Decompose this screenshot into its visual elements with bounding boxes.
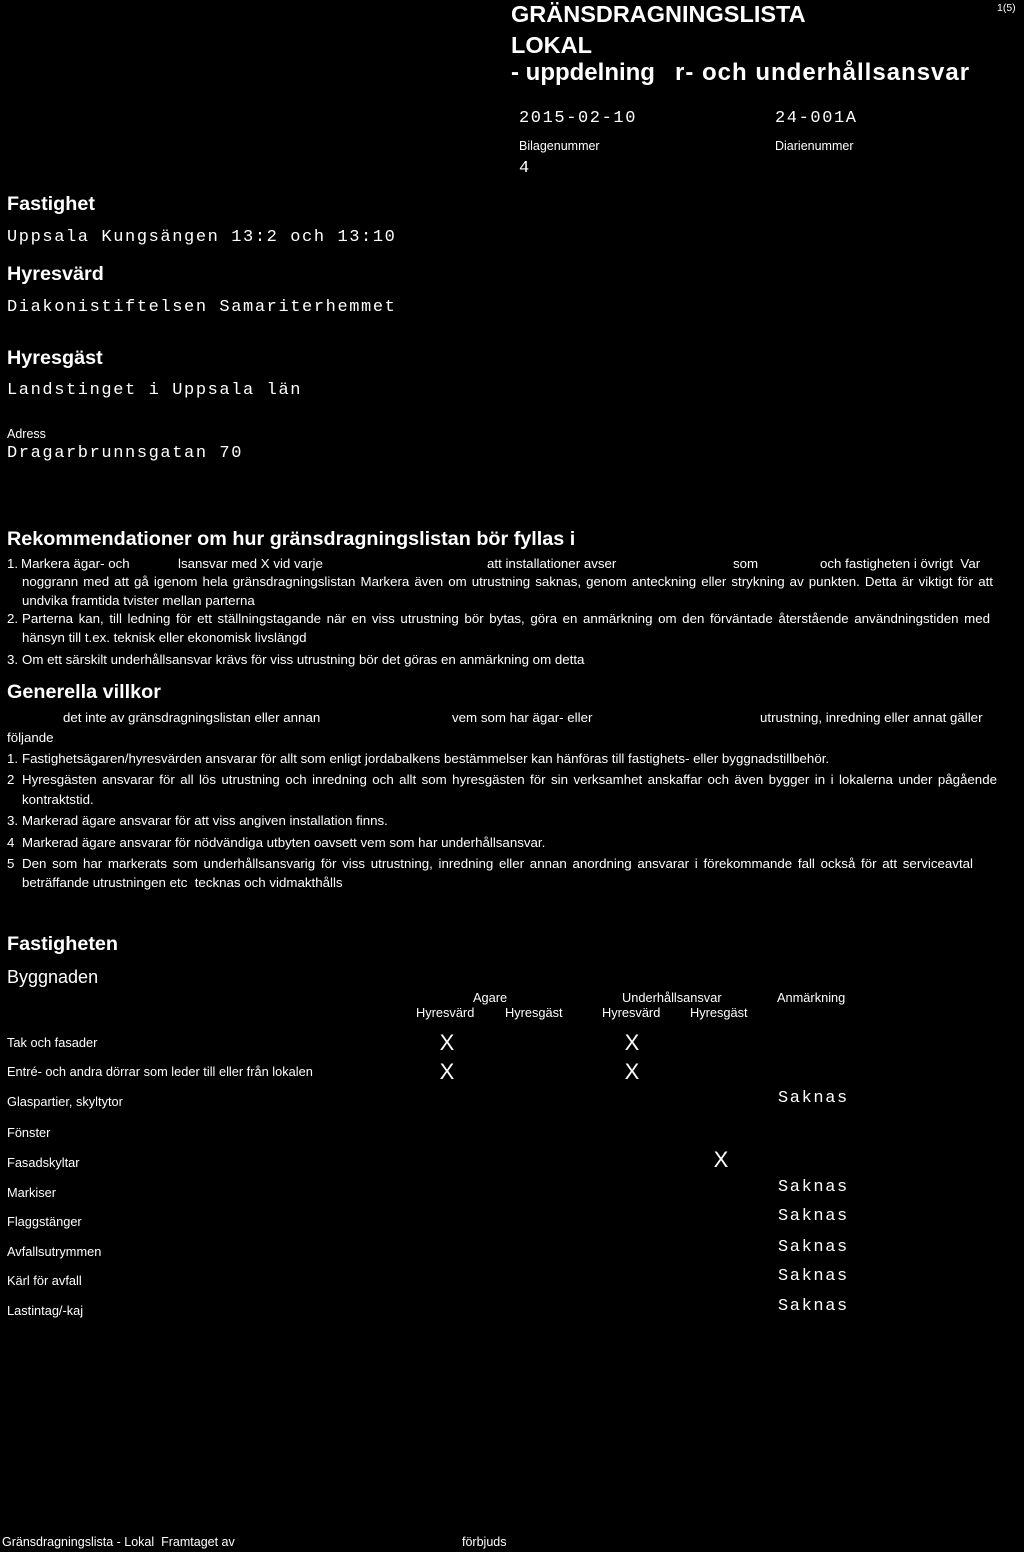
general-terms-intro-continuation: följande — [7, 730, 54, 745]
row-item-label: Fasadskyltar — [7, 1155, 80, 1170]
general-term-line: Hyresgästen ansvarar för all lös utrustning och inredning och allt som hyresgästen för sin verksamhet anskaffar och även bygger in i lokalerna under pågående — [22, 772, 997, 787]
address-label: Adress — [7, 427, 46, 441]
general-term-line: beträffande utrustningen etc tecknas och vidmakthålls — [22, 875, 343, 890]
recommendation-line: noggrann med att gå igenom hela gränsdragningslistan Markera även om utrustning saknas, genom anteckning eller strykning av punkten. Detta är viktigt för att — [22, 574, 993, 589]
row-item-label: Kärl för avfall — [7, 1273, 82, 1288]
general-term-number: 4 — [7, 835, 15, 850]
row-item-label: Avfallsutrymmen — [7, 1244, 102, 1259]
recommendations-heading: Rekommendationer om hur gränsdragningslistan bör fyllas i — [7, 528, 576, 550]
general-term-line: kontraktstid. — [22, 792, 94, 807]
tenant-label: Hyresgäst — [7, 347, 103, 369]
column-maintenance-landlord: Hyresvärd — [602, 1005, 661, 1020]
general-terms-intro-segment: det inte av gränsdragningslistan eller annan — [63, 710, 321, 725]
general-terms-intro-segment: utrustning, inredning eller annat gäller — [760, 710, 983, 725]
column-maintenance: Underhållsansvar — [622, 990, 722, 1005]
property-section-subheading: Byggnaden — [7, 967, 99, 987]
general-term-number: 5 — [7, 856, 15, 871]
column-owner: Agare — [473, 990, 508, 1005]
recommendation-segment: som — [733, 556, 759, 571]
recommendation-line: Parterna kan, till ledning för ett ställningstagande när en viss utrustning bör bytas, göra en anmärkning om den förväntade återstående användningstiden med — [22, 611, 990, 626]
recommendation-line: undvika framtida tvister mellan parterna — [22, 593, 255, 608]
recommendation-line: Om ett särskilt underhållsansvar krävs för viss utrustning bör det göras en anmärkning om detta — [22, 652, 585, 667]
document-subtitle: LOKAL — [511, 32, 592, 58]
general-term-number: 3. — [7, 813, 19, 828]
document-title: GRÄNSDRAGNINGSLISTA — [511, 1, 806, 27]
page-number: 1(5) — [997, 2, 1016, 14]
row-item-label: Entré- och andra dörrar som leder till eller från lokalen — [7, 1064, 313, 1079]
recommendation-number: 3. — [7, 652, 19, 667]
property-section-heading: Fastigheten — [7, 933, 119, 955]
landlord-label: Hyresvärd — [7, 263, 104, 285]
address-value: Dragarbrunnsgatan 70 — [7, 444, 244, 463]
document-subtitle-part1: - uppdelning — [511, 59, 655, 86]
recommendation-segment: att installationer avser — [487, 556, 617, 571]
row-item-label: Tak och fasader — [7, 1035, 98, 1050]
row-remark: Saknas — [778, 1267, 849, 1286]
document-subtitle-part2: r- och underhållsansvar — [675, 59, 971, 86]
general-terms-heading: Generella villkor — [7, 681, 161, 703]
attachment-number: 4 — [519, 159, 531, 178]
general-term-line: Markerad ägare ansvarar för att viss angiven installation finns. — [22, 813, 388, 828]
attachment-number-label: Bilagenummer — [519, 139, 600, 153]
row-remark: Saknas — [778, 1297, 849, 1316]
recommendation-segment: lsansvar med X vid varje — [178, 556, 323, 571]
maintenance-landlord-mark: X — [624, 1030, 640, 1055]
row-item-label: Flaggstänger — [7, 1214, 82, 1229]
document-date: 2015-02-10 — [519, 109, 638, 128]
recommendation-number: 1. — [7, 556, 19, 571]
footer-left-text: Gränsdragningslista - Lokal Framtaget av — [2, 1535, 235, 1549]
recommendation-segment: och fastigheten i övrigt Var — [820, 556, 981, 571]
general-term-line: Den som har markerats som underhållsansvarig för viss utrustning, inredning eller annan anordning ansvarar i förekommande fall också för att serviceavtal — [22, 856, 973, 871]
row-item-label: Lastintag/-kaj — [7, 1303, 84, 1318]
owner-landlord-mark: X — [439, 1030, 455, 1055]
owner-landlord-mark: X — [439, 1059, 455, 1084]
row-item-label: Glaspartier, skyltytor — [7, 1094, 123, 1109]
footer-right-text: förbjuds — [462, 1535, 507, 1549]
row-item-label: Fönster — [7, 1125, 51, 1140]
landlord-value: Diakonistiftelsen Samariterhemmet — [7, 298, 397, 317]
column-maintenance-tenant: Hyresgäst — [690, 1005, 748, 1020]
property-label: Fastighet — [7, 193, 95, 215]
general-term-number: 2 — [7, 772, 15, 787]
tenant-value: Landstinget i Uppsala län — [7, 381, 303, 400]
recommendation-segment: Markera ägar- och — [21, 556, 130, 571]
diary-number: 24-001A — [775, 109, 858, 128]
recommendation-number: 2. — [7, 611, 19, 626]
column-owner-landlord: Hyresvärd — [416, 1005, 475, 1020]
diary-number-label: Diarienummer — [775, 139, 854, 153]
row-item-label: Markiser — [7, 1185, 57, 1200]
column-remark: Anmärkning — [777, 990, 846, 1005]
row-remark: Saknas — [778, 1238, 849, 1257]
row-remark: Saknas — [778, 1207, 849, 1226]
recommendation-line: hänsyn till t.ex. teknisk eller ekonomisk livslängd — [22, 630, 307, 645]
general-terms-intro-segment: vem som har ägar- eller — [452, 710, 593, 725]
general-term-line: Markerad ägare ansvarar för nödvändiga utbyten oavsett vem som har underhållsansvar. — [22, 835, 546, 850]
row-remark: Saknas — [778, 1089, 849, 1108]
general-term-line: Fastighetsägaren/hyresvärden ansvarar för allt som enligt jordabalkens bestämmelser kan hänföras till fastighets- eller byggnadstillbehör. — [22, 751, 830, 766]
general-term-number: 1. — [7, 751, 19, 766]
column-owner-tenant: Hyresgäst — [505, 1005, 563, 1020]
maintenance-landlord-mark: X — [624, 1059, 640, 1084]
property-value: Uppsala Kungsängen 13:2 och 13:10 — [7, 228, 397, 247]
row-remark: Saknas — [778, 1178, 849, 1197]
maintenance-tenant-mark: X — [713, 1147, 729, 1172]
